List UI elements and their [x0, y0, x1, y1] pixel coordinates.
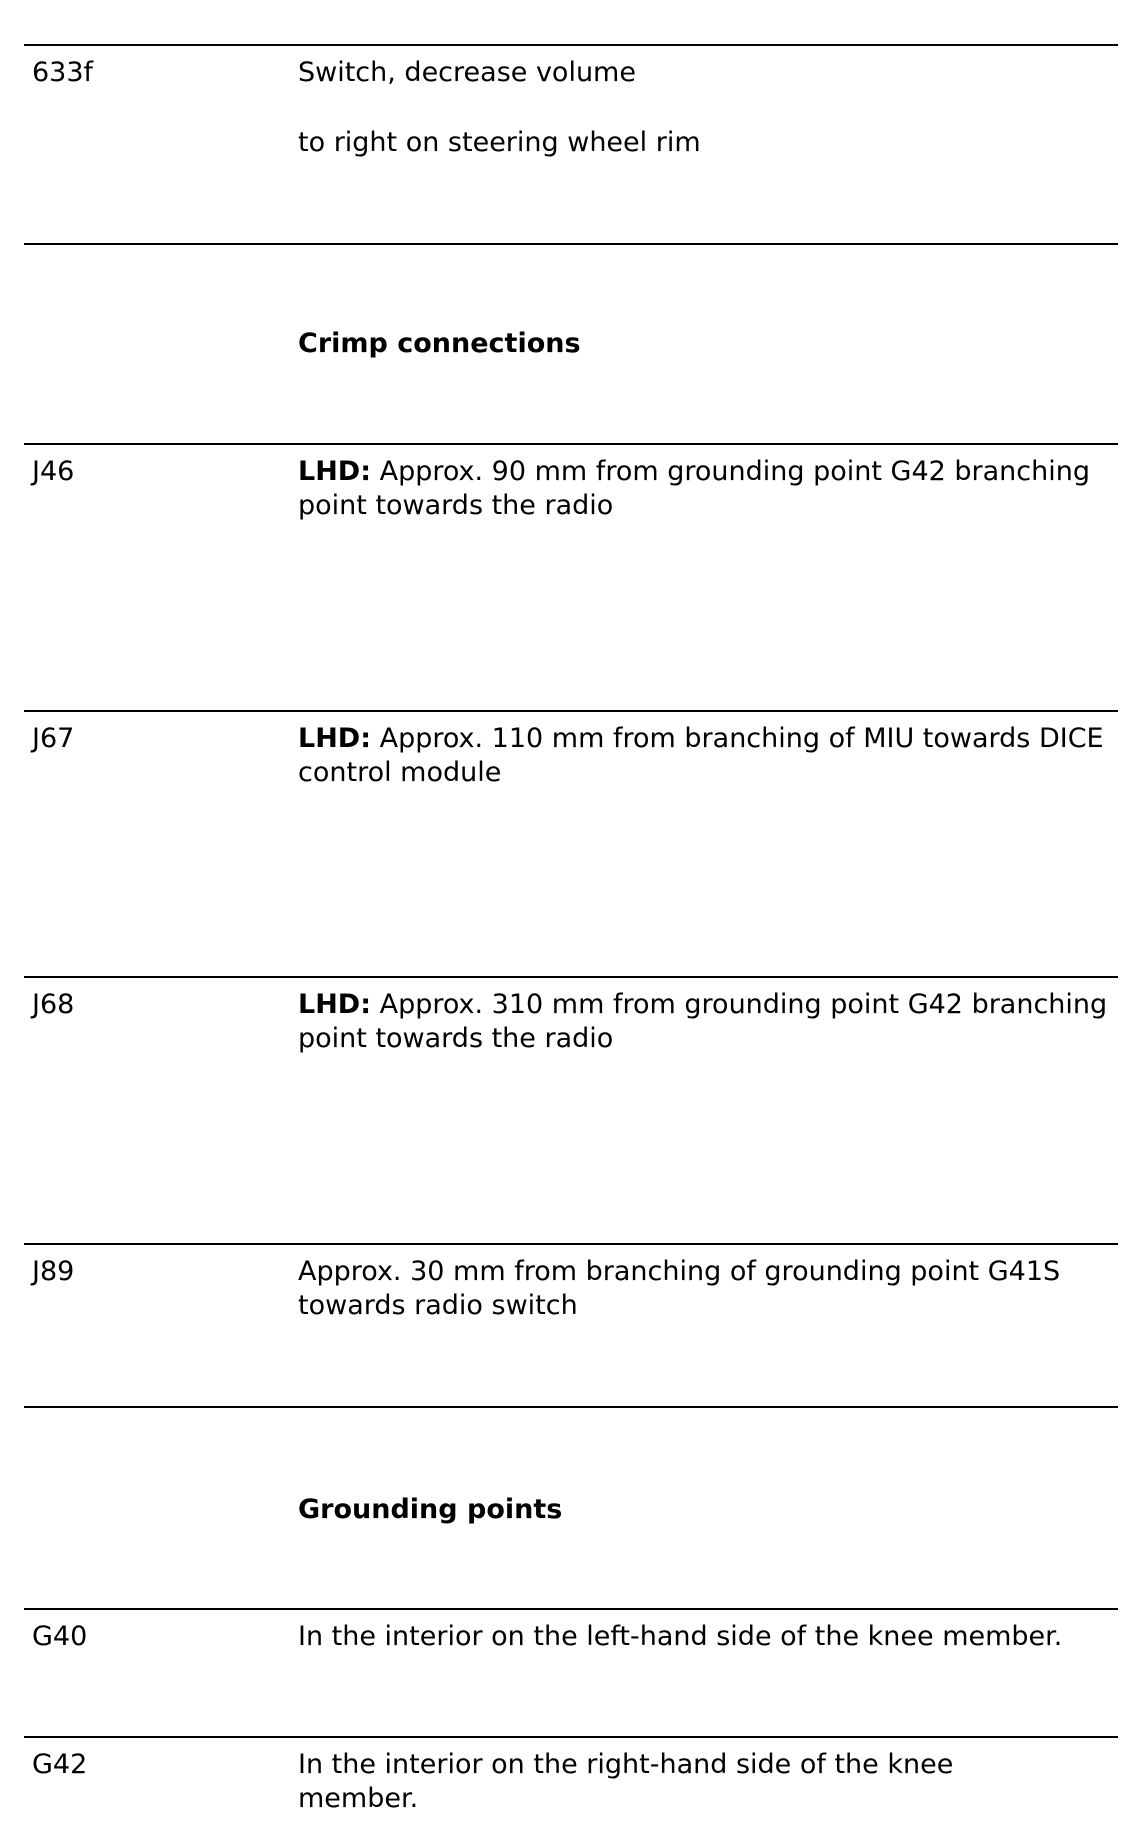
component-code: J46	[32, 456, 75, 487]
table-row	[24, 44, 1118, 243]
section-heading-row	[24, 1406, 1118, 1608]
component-description	[298, 1620, 1118, 1654]
component-code: 633f	[32, 57, 94, 88]
section-heading: Grounding points	[298, 1494, 563, 1525]
table-row	[24, 1608, 1118, 1736]
description-text	[298, 455, 1118, 523]
section-heading-row	[24, 243, 1118, 443]
component-description	[298, 722, 1118, 790]
component-description	[298, 1255, 1118, 1323]
component-code: G40	[32, 1621, 88, 1652]
lhd-label: LHD:	[298, 723, 372, 754]
lhd-label: LHD:	[298, 989, 372, 1020]
description-text: Approx. 30 mm from branching of grounding point G41S towards radio switch	[298, 1256, 1061, 1321]
description-body: Approx. 110 mm from branching of MIU towards DICE control module	[298, 723, 1104, 788]
table-row	[24, 443, 1118, 710]
lhd-label: LHD:	[298, 456, 372, 487]
description-body: Approx. 90 mm from grounding point G42 branching point towards the radio	[298, 456, 1090, 521]
description-text: In the interior on the right-hand side of the knee member.	[298, 1749, 954, 1814]
description-text	[298, 988, 1118, 1056]
component-code: J67	[32, 723, 75, 754]
component-description	[298, 56, 1118, 160]
component-description	[298, 1748, 998, 1816]
document-page	[24, 44, 1118, 1846]
component-code: J89	[32, 1256, 75, 1287]
description-line: to right on steering wheel rim	[298, 127, 701, 158]
component-code: J68	[32, 989, 75, 1020]
table-row	[24, 1736, 1118, 1846]
table-row	[24, 710, 1118, 976]
description-text	[298, 722, 1118, 790]
section-heading: Crimp connections	[298, 328, 581, 359]
component-code: G42	[32, 1749, 88, 1780]
description-text: In the interior on the left-hand side of the knee member.	[298, 1621, 1063, 1652]
component-description	[298, 988, 1118, 1056]
table-row	[24, 1243, 1118, 1406]
description-line: Switch, decrease volume	[298, 57, 636, 88]
component-description	[298, 455, 1118, 523]
table-row	[24, 976, 1118, 1243]
description-body: Approx. 310 mm from grounding point G42 branching point towards the radio	[298, 989, 1108, 1054]
